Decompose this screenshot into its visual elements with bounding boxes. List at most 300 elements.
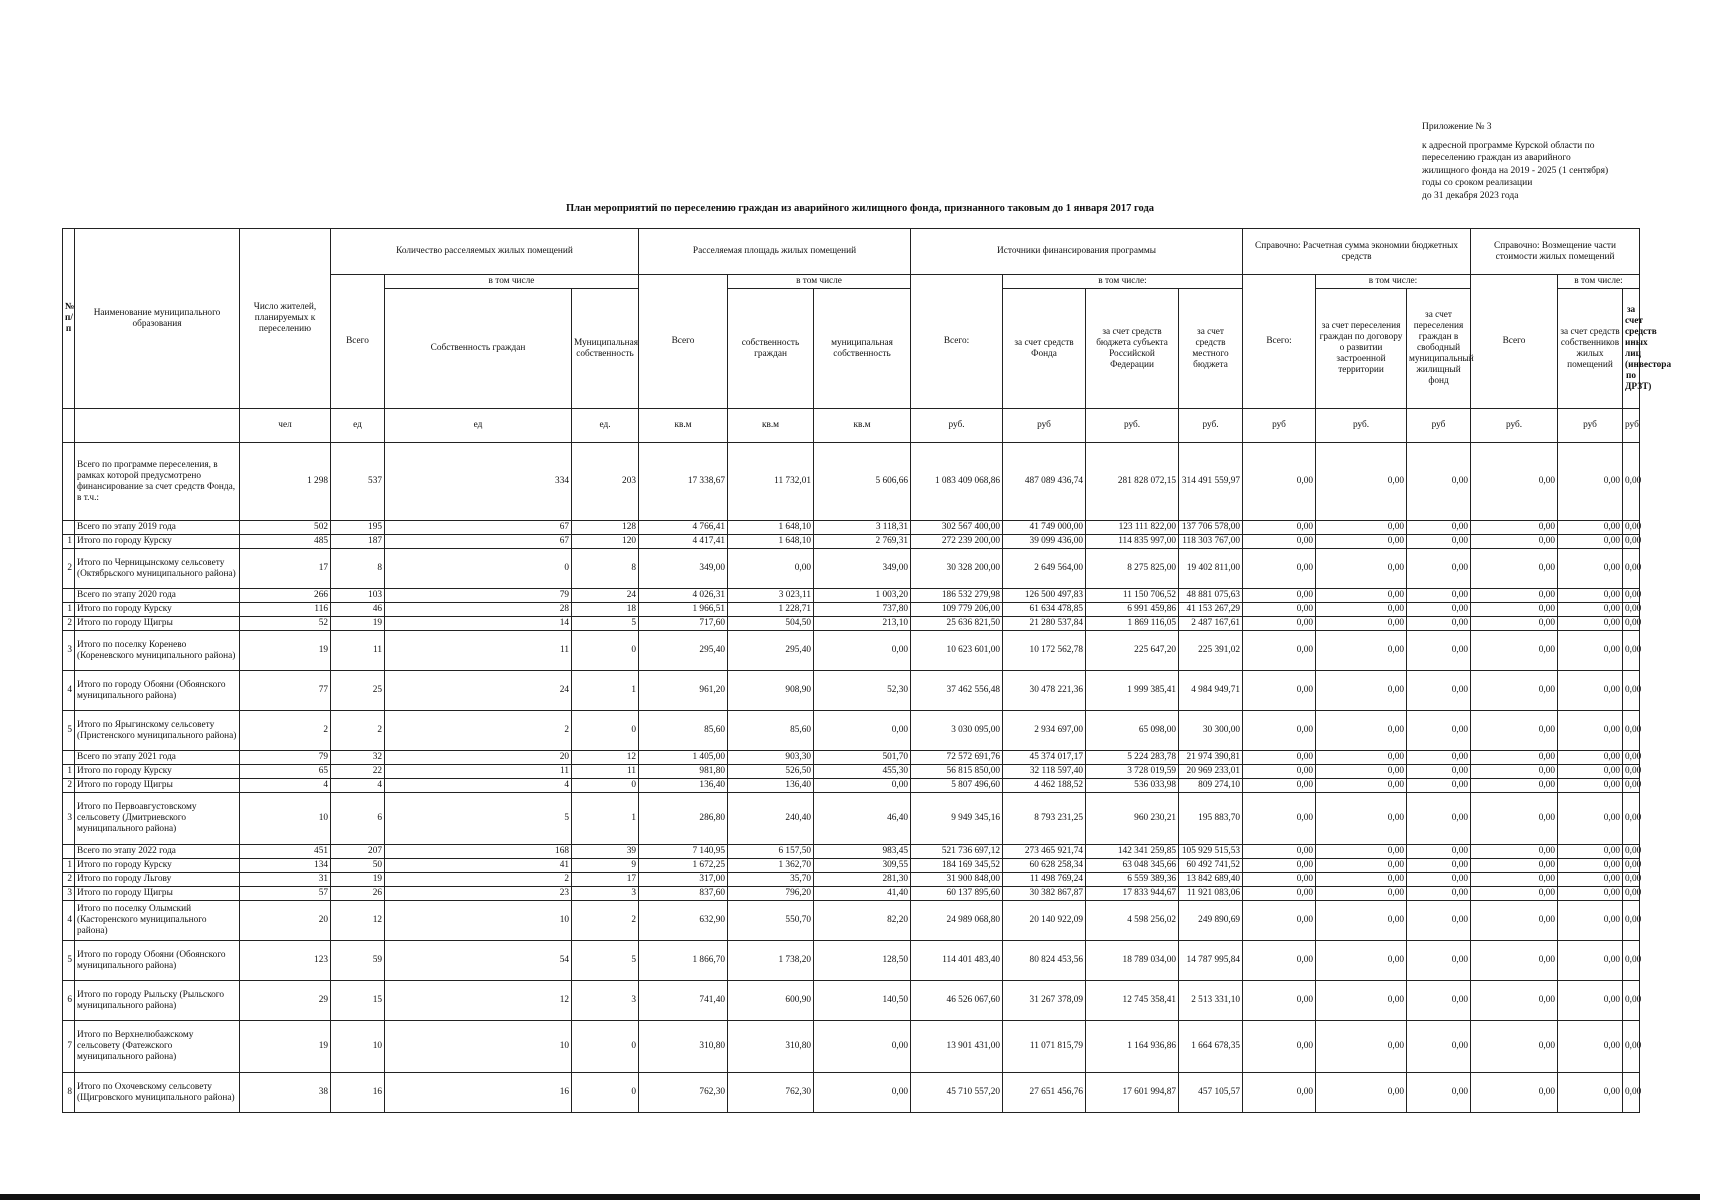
row-value: 1 648,10	[728, 535, 814, 549]
row-value: 0,00	[1623, 941, 1640, 981]
econ-free-header: за счет переселения граждан в свободный муниципальный жилищный фонд	[1407, 289, 1471, 409]
row-name: Итого по городу Рыльску (Рыльского муниципального района)	[75, 981, 240, 1021]
row-value: 0,00	[1471, 617, 1558, 631]
row-value: 6 157,50	[728, 845, 814, 859]
row-value: 79	[385, 589, 572, 603]
row-value: 1 298	[240, 443, 331, 521]
row-value: 105 929 515,53	[1179, 845, 1243, 859]
comp-incl-header: в том числе:	[1558, 275, 1640, 289]
row-value: 0,00	[1243, 617, 1316, 631]
row-value: 39	[572, 845, 639, 859]
unit-cell: руб.	[1086, 409, 1179, 443]
appendix-number: Приложение № 3	[1422, 122, 1492, 132]
row-value: 3	[572, 887, 639, 901]
row-value: 2 934 697,00	[1003, 711, 1086, 751]
table-row	[63, 751, 1640, 765]
row-value: 5	[385, 793, 572, 845]
page-bottom-edge	[0, 1194, 1700, 1200]
row-value: 0,00	[1471, 941, 1558, 981]
row-value: 14	[385, 617, 572, 631]
row-value: 25	[331, 671, 385, 711]
row-value: 0,00	[1316, 603, 1407, 617]
row-value: 632,90	[639, 901, 728, 941]
appendix-line: к адресной программе Курской области по	[1422, 140, 1595, 151]
row-value: 0,00	[1623, 631, 1640, 671]
row-value: 0,00	[1243, 887, 1316, 901]
row-value: 142 341 259,85	[1086, 845, 1179, 859]
row-value: 451	[240, 845, 331, 859]
row-value: 1 664 678,35	[1179, 1021, 1243, 1073]
unit-cell	[75, 409, 240, 443]
row-value: 0,00	[814, 779, 911, 793]
row-value: 41 153 267,29	[1179, 603, 1243, 617]
row-value: 10 623 601,00	[911, 631, 1003, 671]
row-value: 349,00	[639, 549, 728, 589]
row-value: 0,00	[1316, 859, 1407, 873]
row-value: 19	[240, 631, 331, 671]
row-value: 0,00	[1623, 751, 1640, 765]
row-value: 0,00	[1316, 1021, 1407, 1073]
row-value: 16	[331, 1073, 385, 1113]
row-value: 0,00	[1623, 887, 1640, 901]
row-value: 13 901 431,00	[911, 1021, 1003, 1073]
row-name: Итого по Первоавгустовскому сельсовету (Дмитриевского муниципального района)	[75, 793, 240, 845]
row-number: 3	[63, 887, 75, 901]
row-value: 1	[572, 793, 639, 845]
row-value: 14 787 995,84	[1179, 941, 1243, 981]
row-value: 4	[331, 779, 385, 793]
row-number: 7	[63, 1021, 75, 1073]
row-value: 31	[240, 873, 331, 887]
row-name: Всего по программе переселения, в рамках которой предусмотрено финансирование за счет средств Фонда, в т.ч.:	[75, 443, 240, 521]
row-value: 30 300,00	[1179, 711, 1243, 751]
row-value: 4 598 256,02	[1086, 901, 1179, 941]
row-value: 0	[385, 549, 572, 589]
unit-cell: руб.	[1471, 409, 1558, 443]
units-row	[63, 409, 1640, 443]
row-value: 5	[572, 617, 639, 631]
row-value: 10 172 562,78	[1003, 631, 1086, 671]
row-value: 118 303 767,00	[1179, 535, 1243, 549]
row-value: 0,00	[1471, 751, 1558, 765]
row-value: 903,30	[728, 751, 814, 765]
row-number: 5	[63, 941, 75, 981]
row-name: Всего по этапу 2022 года	[75, 845, 240, 859]
row-value: 10	[385, 901, 572, 941]
row-value: 0,00	[1243, 981, 1316, 1021]
row-value: 314 491 559,97	[1179, 443, 1243, 521]
table-row	[63, 671, 1640, 711]
row-value: 487 089 436,74	[1003, 443, 1086, 521]
row-value: 0,00	[1471, 535, 1558, 549]
unit-cell: кв.м	[728, 409, 814, 443]
row-value: 0,00	[1243, 535, 1316, 549]
row-value: 195	[331, 521, 385, 535]
row-value: 0,00	[1407, 779, 1471, 793]
row-value: 0,00	[1407, 765, 1471, 779]
unit-cell: руб	[1003, 409, 1086, 443]
row-value: 837,60	[639, 887, 728, 901]
row-value: 0,00	[1316, 711, 1407, 751]
row-value: 0,00	[1471, 711, 1558, 751]
row-name: Итого по городу Курску	[75, 535, 240, 549]
row-value: 16	[385, 1073, 572, 1113]
row-name: Итого по поселку Олымский (Касторенского муниципального района)	[75, 901, 240, 941]
row-value: 0,00	[1558, 589, 1623, 603]
row-value: 41	[385, 859, 572, 873]
row-value: 0,00	[1471, 765, 1558, 779]
unit-cell: руб.	[1179, 409, 1243, 443]
row-value: 168	[385, 845, 572, 859]
unit-cell: руб	[1243, 409, 1316, 443]
row-value: 24 989 068,80	[911, 901, 1003, 941]
row-value: 6 991 459,86	[1086, 603, 1179, 617]
row-value: 0,00	[1243, 901, 1316, 941]
row-value: 4 984 949,71	[1179, 671, 1243, 711]
row-value: 109 779 206,00	[911, 603, 1003, 617]
row-value: 762,30	[639, 1073, 728, 1113]
row-value: 737,80	[814, 603, 911, 617]
row-value: 0,00	[1243, 873, 1316, 887]
row-value: 0,00	[1407, 617, 1471, 631]
row-name: Итого по городу Щигры	[75, 887, 240, 901]
row-value: 23	[385, 887, 572, 901]
row-value: 19 402 811,00	[1179, 549, 1243, 589]
row-value: 334	[385, 443, 572, 521]
row-value: 0,00	[1316, 793, 1407, 845]
group-financing-header: Источники финансирования программы	[911, 229, 1243, 275]
row-value: 309,55	[814, 859, 911, 873]
row-value: 46	[331, 603, 385, 617]
row-value: 5	[572, 941, 639, 981]
row-value: 0,00	[1407, 751, 1471, 765]
row-value: 281 828 072,15	[1086, 443, 1179, 521]
row-value: 0,00	[1316, 535, 1407, 549]
row-value: 0,00	[1558, 845, 1623, 859]
row-value: 0,00	[1471, 887, 1558, 901]
row-value: 0,00	[1623, 603, 1640, 617]
row-value: 0,00	[1623, 845, 1640, 859]
row-value: 8 793 231,25	[1003, 793, 1086, 845]
row-value: 0,00	[1471, 793, 1558, 845]
appendix-line: до 31 декабря 2023 года	[1422, 190, 1519, 201]
row-value: 0,00	[1623, 589, 1640, 603]
area-own-header: собственность граждан	[728, 289, 814, 409]
row-value: 5 606,66	[814, 443, 911, 521]
row-value: 17	[572, 873, 639, 887]
row-value: 501,70	[814, 751, 911, 765]
row-value: 32	[331, 751, 385, 765]
row-value: 85,60	[728, 711, 814, 751]
row-value: 2	[240, 711, 331, 751]
row-value: 38	[240, 1073, 331, 1113]
row-value: 41,40	[814, 887, 911, 901]
row-value: 32 118 597,40	[1003, 765, 1086, 779]
row-value: 195 883,70	[1179, 793, 1243, 845]
row-value: 1 738,20	[728, 941, 814, 981]
row-number: 1	[63, 535, 75, 549]
row-value: 0,00	[1471, 1073, 1558, 1113]
row-value: 41 749 000,00	[1003, 521, 1086, 535]
row-value: 0,00	[1623, 859, 1640, 873]
row-value: 521 736 697,12	[911, 845, 1003, 859]
econ-total-header: Всего:	[1243, 275, 1316, 409]
row-number: 6	[63, 981, 75, 1021]
row-value: 0,00	[1407, 845, 1471, 859]
row-value: 1	[572, 671, 639, 711]
appendix-line: жилищного фонда на 2019 - 2025 (1 сентября)	[1422, 165, 1609, 176]
row-value: 0,00	[728, 549, 814, 589]
row-value: 0,00	[1243, 941, 1316, 981]
row-value: 0,00	[1623, 521, 1640, 535]
row-value: 0,00	[1471, 521, 1558, 535]
row-value: 266	[240, 589, 331, 603]
row-value: 0,00	[1558, 603, 1623, 617]
row-value: 0,00	[1316, 671, 1407, 711]
row-value: 0,00	[1407, 443, 1471, 521]
row-value: 0,00	[1558, 1021, 1623, 1073]
row-value: 0,00	[1243, 765, 1316, 779]
row-value: 0,00	[814, 1021, 911, 1073]
row-name: Итого по поселку Коренево (Кореневского муниципального района)	[75, 631, 240, 671]
row-value: 0,00	[1316, 751, 1407, 765]
row-value: 0,00	[1471, 631, 1558, 671]
row-number: 2	[63, 779, 75, 793]
row-value: 0,00	[1623, 901, 1640, 941]
row-value: 0,00	[1407, 1021, 1471, 1073]
row-value: 0,00	[1316, 779, 1407, 793]
table-row	[63, 589, 1640, 603]
row-value: 0,00	[1407, 941, 1471, 981]
row-value: 126 500 497,83	[1003, 589, 1086, 603]
row-value: 61 634 478,85	[1003, 603, 1086, 617]
row-value: 0,00	[1471, 671, 1558, 711]
row-value: 35,70	[728, 873, 814, 887]
row-value: 8 275 825,00	[1086, 549, 1179, 589]
col-name-header: Наименование муниципального образования	[75, 229, 240, 409]
row-value: 6	[331, 793, 385, 845]
row-value: 0,00	[1243, 845, 1316, 859]
row-value: 908,90	[728, 671, 814, 711]
row-value: 17	[240, 549, 331, 589]
row-value: 28	[385, 603, 572, 617]
row-value: 77	[240, 671, 331, 711]
table-row	[63, 859, 1640, 873]
table-row	[63, 873, 1640, 887]
row-value: 0,00	[1243, 859, 1316, 873]
row-value: 0,00	[1407, 549, 1471, 589]
row-value: 79	[240, 751, 331, 765]
row-value: 56 815 850,00	[911, 765, 1003, 779]
unit-cell	[63, 409, 75, 443]
row-value: 46,40	[814, 793, 911, 845]
row-value: 67	[385, 521, 572, 535]
row-value: 310,80	[728, 1021, 814, 1073]
row-value: 0,00	[1243, 631, 1316, 671]
row-value: 983,45	[814, 845, 911, 859]
row-value: 0,00	[1316, 631, 1407, 671]
row-value: 0,00	[1243, 779, 1316, 793]
row-value: 60 628 258,34	[1003, 859, 1086, 873]
table-row	[63, 535, 1640, 549]
row-value: 65 098,00	[1086, 711, 1179, 751]
row-value: 0,00	[1243, 521, 1316, 535]
row-value: 2 513 331,10	[1179, 981, 1243, 1021]
appendix-line: годы со сроком реализации	[1422, 178, 1533, 188]
row-value: 0,00	[1471, 603, 1558, 617]
row-value: 63 048 345,66	[1086, 859, 1179, 873]
table-row	[63, 1073, 1640, 1113]
row-value: 1 164 936,86	[1086, 1021, 1179, 1073]
row-value: 45 710 557,20	[911, 1073, 1003, 1113]
table-row	[63, 779, 1640, 793]
row-value: 0,00	[1243, 711, 1316, 751]
row-number: 5	[63, 711, 75, 751]
row-value: 0,00	[1558, 779, 1623, 793]
row-number	[63, 443, 75, 521]
row-value: 85,60	[639, 711, 728, 751]
fin-local-header: за счет средств местного бюджета	[1179, 289, 1243, 409]
unit-cell: руб	[1407, 409, 1471, 443]
row-name: Всего по этапу 2021 года	[75, 751, 240, 765]
row-number: 1	[63, 859, 75, 873]
table-row	[63, 765, 1640, 779]
row-value: 0,00	[1623, 873, 1640, 887]
row-value: 0,00	[1623, 535, 1640, 549]
row-value: 2 487 167,61	[1179, 617, 1243, 631]
row-value: 9 949 345,16	[911, 793, 1003, 845]
row-name: Всего по этапу 2020 года	[75, 589, 240, 603]
row-value: 504,50	[728, 617, 814, 631]
row-number: 3	[63, 793, 75, 845]
row-value: 0,00	[1558, 981, 1623, 1021]
row-value: 2	[385, 711, 572, 751]
row-value: 0,00	[1558, 549, 1623, 589]
row-value: 4	[240, 779, 331, 793]
row-value: 11 732,01	[728, 443, 814, 521]
row-value: 13 842 689,40	[1179, 873, 1243, 887]
row-value: 0,00	[1558, 443, 1623, 521]
table-row	[63, 711, 1640, 751]
row-name: Итого по Охочевскому сельсовету (Щигровского муниципального района)	[75, 1073, 240, 1113]
row-value: 3 728 019,59	[1086, 765, 1179, 779]
appendix-line: переселению граждан из аварийного	[1422, 153, 1571, 163]
row-value: 25 636 821,50	[911, 617, 1003, 631]
col-residents-header: Число жителей, планируемых к переселению	[240, 229, 331, 409]
table-row	[63, 603, 1640, 617]
row-value: 19	[331, 873, 385, 887]
row-value: 0,00	[1316, 549, 1407, 589]
row-value: 18	[572, 603, 639, 617]
fin-incl-header: в том числе:	[1003, 275, 1243, 289]
row-value: 1 648,10	[728, 521, 814, 535]
row-value: 0,00	[1316, 873, 1407, 887]
row-value: 0,00	[1316, 981, 1407, 1021]
row-value: 50	[331, 859, 385, 873]
row-number	[63, 751, 75, 765]
row-value: 981,80	[639, 765, 728, 779]
row-value: 20 140 922,09	[1003, 901, 1086, 941]
row-value: 10	[240, 793, 331, 845]
table-row	[63, 443, 1640, 521]
row-value: 11	[385, 765, 572, 779]
row-number: 4	[63, 901, 75, 941]
row-value: 0,00	[1407, 631, 1471, 671]
row-value: 18 789 034,00	[1086, 941, 1179, 981]
row-value: 10	[385, 1021, 572, 1073]
row-value: 203	[572, 443, 639, 521]
row-value: 123	[240, 941, 331, 981]
row-value: 60 492 741,52	[1179, 859, 1243, 873]
row-value: 3 118,31	[814, 521, 911, 535]
row-value: 0,00	[814, 1073, 911, 1113]
row-value: 0,00	[1407, 589, 1471, 603]
row-value: 30 328 200,00	[911, 549, 1003, 589]
row-value: 1 362,70	[728, 859, 814, 873]
row-value: 37 462 556,48	[911, 671, 1003, 711]
row-value: 0,00	[1471, 901, 1558, 941]
table-row	[63, 549, 1640, 589]
row-name: Итого по городу Обояни (Обоянского муниципального района)	[75, 671, 240, 711]
table-row	[63, 887, 1640, 901]
row-value: 20 969 233,01	[1179, 765, 1243, 779]
row-value: 134	[240, 859, 331, 873]
row-value: 0,00	[1558, 765, 1623, 779]
row-value: 0,00	[1623, 671, 1640, 711]
econ-incl-header: в том числе:	[1316, 275, 1471, 289]
row-value: 6 559 389,36	[1086, 873, 1179, 887]
row-value: 137 706 578,00	[1179, 521, 1243, 535]
row-value: 116	[240, 603, 331, 617]
row-value: 207	[331, 845, 385, 859]
row-value: 0,00	[1316, 941, 1407, 981]
row-value: 1 003,20	[814, 589, 911, 603]
row-value: 0,00	[1558, 535, 1623, 549]
row-value: 30 382 867,87	[1003, 887, 1086, 901]
row-value: 4 417,41	[639, 535, 728, 549]
row-value: 21 280 537,84	[1003, 617, 1086, 631]
econ-dev-header: за счет переселения граждан по договору о развитии застроенной территории	[1316, 289, 1407, 409]
row-value: 526,50	[728, 765, 814, 779]
row-number: 1	[63, 765, 75, 779]
row-value: 128	[572, 521, 639, 535]
row-value: 29	[240, 981, 331, 1021]
row-value: 120	[572, 535, 639, 549]
row-value: 0,00	[1316, 1073, 1407, 1113]
row-value: 12	[572, 751, 639, 765]
row-value: 295,40	[639, 631, 728, 671]
row-value: 5 224 283,78	[1086, 751, 1179, 765]
row-value: 0,00	[1623, 793, 1640, 845]
comp-total-header: Всего	[1471, 275, 1558, 409]
row-value: 11 498 769,24	[1003, 873, 1086, 887]
row-value: 0,00	[1558, 793, 1623, 845]
row-value: 0	[572, 1021, 639, 1073]
group-compensation-header: Справочно: Возмещение части стоимости жилых помещений	[1471, 229, 1640, 275]
row-value: 3 030 095,00	[911, 711, 1003, 751]
row-name: Итого по городу Курску	[75, 765, 240, 779]
row-value: 0,00	[1316, 845, 1407, 859]
row-value: 0,00	[1623, 765, 1640, 779]
row-value: 1 869 116,05	[1086, 617, 1179, 631]
group-area-header: Расселяемая площадь жилых помещений	[639, 229, 911, 275]
row-value: 249 890,69	[1179, 901, 1243, 941]
row-value: 0,00	[1558, 887, 1623, 901]
row-value: 11	[331, 631, 385, 671]
row-value: 0,00	[1558, 617, 1623, 631]
fin-total-header: Всего:	[911, 275, 1003, 409]
row-name: Итого по Верхнелюбажскому сельсовету (Фатежского муниципального района)	[75, 1021, 240, 1073]
